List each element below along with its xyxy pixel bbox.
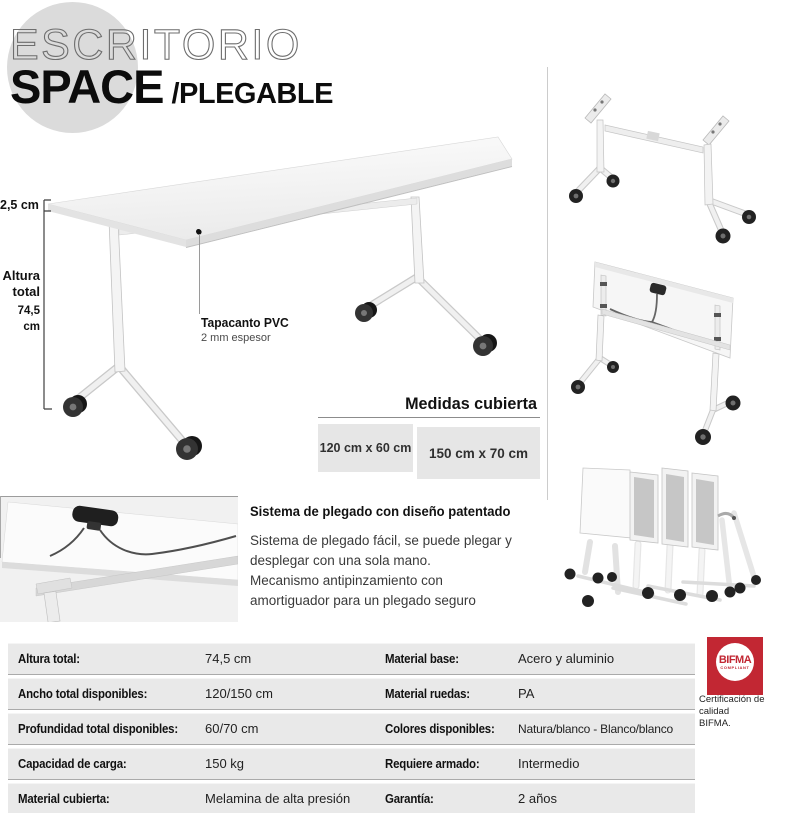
bifma-logo-word: BIFMA [718,653,752,666]
bifma-caption [699,694,793,730]
product-kicker: ESCRITORIO [10,21,302,69]
spec-label: Material cubierta: [18,791,110,806]
mechanism-photo [0,496,238,622]
spec-label: Profundidad total disponibles: [18,721,178,736]
desk-left-leg [63,220,202,460]
table-row [8,678,695,710]
spec-label: Colores disponibles: [385,721,495,736]
folding-system-title: Sistema de plegado con diseño patentado [250,503,511,519]
spec-value: 74,5 cm [205,651,252,666]
size-box-150x70 [417,427,540,479]
spec-label: Ancho total disponibles: [18,686,148,701]
spec-value: 150 kg [205,756,245,771]
folding-line-2: desplegar con una sola mano. [250,553,431,568]
product-subtitle: /PLEGABLE [171,78,333,110]
table-row [8,748,695,780]
product-title-row [10,60,333,113]
folding-line-3: Mecanismo antipinzamiento con [250,573,443,588]
spec-value: PA [518,686,535,701]
spec-label: Altura total: [18,651,80,666]
height-word-2: total [12,284,40,299]
bifma-caption-line-2: BIFMA. [699,718,731,729]
folding-line-4: amortiguador para un plegado seguro [250,593,476,608]
spec-label: Material ruedas: [385,686,470,701]
spec-value: 60/70 cm [205,721,259,736]
spec-label: Material base: [385,651,459,666]
spec-value: Melamina de alta presión [205,791,351,806]
folding-system-description [250,531,550,611]
medidas-title: Medidas cubierta [405,394,537,413]
folding-line-1: Sistema de plegado fácil, se puede plegar y [250,533,512,548]
bifma-logo-circle [716,643,754,681]
spec-label: Garantía: [385,791,434,806]
total-height-label [0,268,40,335]
spec-value: Intermedio [518,756,580,771]
spec-label: Requiere armado: [385,756,480,771]
size-label-150x70: 150 cm x 70 cm [428,445,529,461]
column-divider [547,67,548,500]
height-value: 74,5 cm [17,305,40,333]
bifma-caption-line-1: Certificación de calidad [699,694,765,717]
desk-photo [35,125,545,475]
spec-table [8,643,695,813]
height-word-1: Altura [2,268,40,283]
desk-right-leg [355,197,497,356]
spec-value: Natura/blanco - Blanco/blanco [518,722,673,736]
size-label-120x60: 120 cm x 60 cm [319,441,412,455]
height-dimension-line [38,195,54,417]
tapacanto-subtitle: 2 mm espesor [201,332,271,344]
stacked-tables-photo [558,458,790,618]
spec-value: 120/150 cm [205,686,273,701]
tapacanto-title: Tapacanto PVC [201,315,289,330]
table-row [8,783,695,813]
thickness-label: 2,5 cm [0,198,39,212]
folded-table-photo [558,225,790,450]
table-row [8,643,695,675]
tapacanto-dot [196,229,201,234]
spec-value: 2 años [518,791,558,806]
spec-value: Acero y aluminio [518,651,615,666]
table-row [8,713,695,745]
spec-label: Capacidad de carga: [18,756,127,771]
product-title: SPACE [10,60,164,113]
bifma-logo [707,637,763,695]
size-box-120x60 [318,424,413,472]
mechanism-illustration [0,496,238,622]
medidas-rule [318,417,540,418]
bifma-compliant-word: COMPLIANT [720,664,750,670]
tapacanto-leader-line [199,234,200,314]
